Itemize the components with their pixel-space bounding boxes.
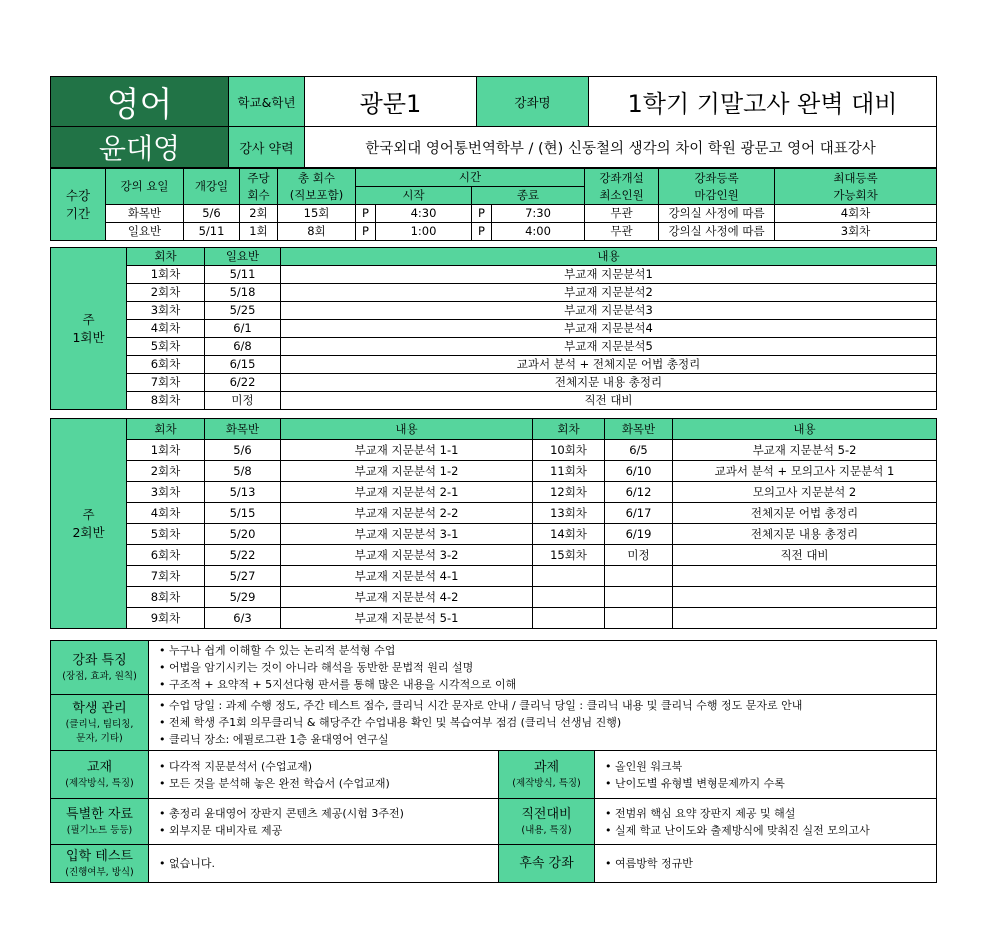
col-date: 일요반 xyxy=(205,248,281,266)
management-subtitle: (클리닉, 팀티칭, 문자, 기타) xyxy=(65,718,134,744)
features-title: 강좌 특징 xyxy=(72,652,127,668)
content-cell: 전체지문 어법 총정리 xyxy=(673,503,937,524)
content-cell: 부교재 지문분석 3-2 xyxy=(281,545,533,566)
table-row xyxy=(51,503,937,524)
content-cell: 교과서 분석 + 모의고사 지문분석 1 xyxy=(673,461,937,482)
session-cell xyxy=(533,587,605,608)
list-item: • 모든 것을 분석해 놓은 완전 학습서 (수업교재) xyxy=(159,775,498,792)
date-cell: 5/15 xyxy=(205,503,281,524)
date-cell: 5/25 xyxy=(205,302,281,320)
session-cell: 3회차 xyxy=(127,302,205,320)
session-cell: 4회차 xyxy=(127,320,205,338)
textbook-title: 교재 xyxy=(86,759,113,775)
session-cell xyxy=(533,608,605,629)
table-row xyxy=(51,392,937,410)
date-cell: 5/6 xyxy=(205,440,281,461)
subject-label: 영어 xyxy=(51,77,229,127)
management-label xyxy=(51,695,149,751)
session-cell: 8회차 xyxy=(127,587,205,608)
date-cell: 5/20 xyxy=(205,524,281,545)
weekly-cell: 1회 xyxy=(240,223,278,241)
time-start-cell: 4:30 xyxy=(376,205,472,223)
features-content xyxy=(149,641,937,695)
entrance-content xyxy=(149,845,499,883)
col-time-end: 종료 xyxy=(472,187,585,205)
list-item: • 누구나 쉽게 이해할 수 있는 논리적 분석형 수업 xyxy=(159,642,936,659)
content-cell: 부교재 지문분석4 xyxy=(281,320,937,338)
content-cell: 부교재 지문분석 2-1 xyxy=(281,482,533,503)
schedule-row xyxy=(51,205,937,223)
col-content: 내용 xyxy=(281,248,937,266)
list-item: • 클리닉 장소: 에필로그관 1층 윤대영어 연구실 xyxy=(159,731,936,748)
col-date: 화목반 xyxy=(205,419,281,440)
content-cell: 부교재 지문분석 4-1 xyxy=(281,566,533,587)
col-weekly: 주당 회수 xyxy=(240,169,278,205)
schedule-side-label: 수강 기간 xyxy=(51,169,106,241)
profile-value: 한국외대 영어통번역학부 / (현) 신동철의 생각의 차이 학원 광문고 영어 대표강사 xyxy=(305,127,937,168)
time-end-cell: 7:30 xyxy=(492,205,585,223)
homework-title: 과제 xyxy=(533,759,560,775)
list-item: • 전범위 핵심 요약 장판지 제공 및 해설 xyxy=(605,805,936,822)
list-item: • 수업 당일 : 과제 수행 정도, 주간 테스트 점수, 클리닉 시간 문자로 안내 / 클리닉 당일 : 클리닉 내용 및 클리닉 수행 정도 문자로 안내 xyxy=(159,697,936,714)
date-cell: 6/12 xyxy=(605,482,673,503)
table-row xyxy=(51,302,937,320)
ampm-cell: P xyxy=(356,223,376,241)
col-session-right: 회차 xyxy=(533,419,605,440)
content-cell: 직전 대비 xyxy=(281,392,937,410)
list-item: • 실제 학교 난이도와 출제방식에 맞춰진 실전 모의고사 xyxy=(605,822,936,839)
special-label xyxy=(51,799,149,845)
list-item: • 없습니다. xyxy=(159,855,498,872)
management-title: 학생 관리 xyxy=(72,700,127,716)
session-cell: 7회차 xyxy=(127,374,205,392)
list-item: • 난이도별 유형별 변형문제까지 수록 xyxy=(605,775,936,792)
max-cell: 4회차 xyxy=(775,205,937,223)
deadline-cell: 강의실 사정에 따름 xyxy=(659,223,775,241)
session-cell: 14회차 xyxy=(533,524,605,545)
session-cell: 9회차 xyxy=(127,608,205,629)
table-row xyxy=(51,374,937,392)
session-cell: 10회차 xyxy=(533,440,605,461)
management-content xyxy=(149,695,937,751)
col-day: 강의 요일 xyxy=(106,169,184,205)
session-cell: 8회차 xyxy=(127,392,205,410)
list-item: • 외부지문 대비자료 제공 xyxy=(159,822,498,839)
col-start: 개강일 xyxy=(184,169,240,205)
entrance-subtitle: (진행여부, 방식) xyxy=(65,866,134,878)
col-deadline: 강좌등록 마감인원 xyxy=(659,169,775,205)
header-table xyxy=(50,76,937,168)
table-row xyxy=(51,587,937,608)
day-cell: 화목반 xyxy=(106,205,184,223)
session-cell: 3회차 xyxy=(127,482,205,503)
school-label: 학교&학년 xyxy=(229,77,305,127)
date-cell: 6/19 xyxy=(605,524,673,545)
date-cell: 5/18 xyxy=(205,284,281,302)
content-cell: 부교재 지문분석5 xyxy=(281,338,937,356)
col-session: 회차 xyxy=(127,419,205,440)
content-cell: 부교재 지문분석 5-2 xyxy=(673,440,937,461)
date-cell: 6/8 xyxy=(205,338,281,356)
session-cell: 1회차 xyxy=(127,440,205,461)
total-cell: 8회 xyxy=(278,223,356,241)
date-cell: 5/22 xyxy=(205,545,281,566)
content-cell: 교과서 분석 + 전체지문 어법 총정리 xyxy=(281,356,937,374)
final-title: 직전대비 xyxy=(521,806,572,822)
col-min: 강좌개설 최소인원 xyxy=(585,169,659,205)
content-cell: 모의고사 지문분석 2 xyxy=(673,482,937,503)
weekly2-side-label: 주 2회반 xyxy=(51,419,127,629)
table-row xyxy=(51,266,937,284)
table-row xyxy=(51,356,937,374)
entrance-title: 입학 테스트 xyxy=(66,848,133,864)
content-cell: 부교재 지문분석3 xyxy=(281,302,937,320)
date-cell: 5/27 xyxy=(205,566,281,587)
date-cell: 6/15 xyxy=(205,356,281,374)
session-cell: 1회차 xyxy=(127,266,205,284)
min-cell: 무관 xyxy=(585,205,659,223)
weekly2-table xyxy=(50,418,937,629)
session-cell: 6회차 xyxy=(127,545,205,566)
list-item: • 총정리 윤대영어 장판지 콘텐츠 제공(시험 3주전) xyxy=(159,805,498,822)
ampm-cell: P xyxy=(472,205,492,223)
col-session: 회차 xyxy=(127,248,205,266)
special-title: 특별한 자료 xyxy=(66,806,133,822)
content-cell: 부교재 지문분석1 xyxy=(281,266,937,284)
date-cell xyxy=(605,587,673,608)
col-time-start: 시작 xyxy=(356,187,472,205)
final-label xyxy=(499,799,595,845)
table-row xyxy=(51,320,937,338)
date-cell: 5/11 xyxy=(205,266,281,284)
content-cell: 직전 대비 xyxy=(673,545,937,566)
date-cell: 미정 xyxy=(205,392,281,410)
session-cell: 11회차 xyxy=(533,461,605,482)
session-cell xyxy=(533,566,605,587)
date-cell: 미정 xyxy=(605,545,673,566)
session-cell: 6회차 xyxy=(127,356,205,374)
content-cell: 부교재 지문분석 4-2 xyxy=(281,587,533,608)
table-row xyxy=(51,566,937,587)
table-row xyxy=(51,440,937,461)
col-time: 시간 xyxy=(356,169,585,187)
session-cell: 2회차 xyxy=(127,284,205,302)
content-cell: 부교재 지문분석 1-2 xyxy=(281,461,533,482)
table-row xyxy=(51,482,937,503)
col-content-right: 내용 xyxy=(673,419,937,440)
homework-label xyxy=(499,751,595,799)
teacher-name: 윤대영 xyxy=(51,127,229,168)
start-cell: 5/6 xyxy=(184,205,240,223)
list-item: • 전체 학생 주1회 의무클리닉 & 해당주간 수업내용 확인 및 복습여부 점검 (클리닉 선생님 진행) xyxy=(159,714,936,731)
table-row xyxy=(51,338,937,356)
textbook-label xyxy=(51,751,149,799)
list-item: • 올인원 워크북 xyxy=(605,758,936,775)
date-cell: 5/13 xyxy=(205,482,281,503)
time-end-cell: 4:00 xyxy=(492,223,585,241)
session-cell: 13회차 xyxy=(533,503,605,524)
date-cell: 6/3 xyxy=(205,608,281,629)
final-content xyxy=(595,799,937,845)
ampm-cell: P xyxy=(356,205,376,223)
table-row xyxy=(51,284,937,302)
textbook-content xyxy=(149,751,499,799)
features-label xyxy=(51,641,149,695)
homework-subtitle: (제작방식, 특징) xyxy=(512,777,581,789)
profile-label: 강사 약력 xyxy=(229,127,305,168)
deadline-cell: 강의실 사정에 따름 xyxy=(659,205,775,223)
content-cell: 전체지문 내용 총정리 xyxy=(281,374,937,392)
table-row xyxy=(51,461,937,482)
day-cell: 일요반 xyxy=(106,223,184,241)
followup-content xyxy=(595,845,937,883)
schedule-table xyxy=(50,168,937,241)
col-content: 내용 xyxy=(281,419,533,440)
col-max: 최대등록 가능회차 xyxy=(775,169,937,205)
special-subtitle: (필기노트 등등) xyxy=(66,824,133,836)
followup-label xyxy=(499,845,595,883)
col-total: 총 회수 (직보포함) xyxy=(278,169,356,205)
list-item: • 구조적 + 요약적 + 5지선다형 판서를 통해 많은 내용을 시각적으로 이해 xyxy=(159,676,936,693)
session-cell: 15회차 xyxy=(533,545,605,566)
session-cell: 4회차 xyxy=(127,503,205,524)
homework-content xyxy=(595,751,937,799)
content-cell xyxy=(673,566,937,587)
content-cell xyxy=(673,608,937,629)
final-subtitle: (내용, 특징) xyxy=(521,824,572,836)
weekly1-table xyxy=(50,247,937,410)
content-cell xyxy=(673,587,937,608)
content-cell: 부교재 지문분석2 xyxy=(281,284,937,302)
date-cell xyxy=(605,566,673,587)
ampm-cell: P xyxy=(472,223,492,241)
content-cell: 부교재 지문분석 2-2 xyxy=(281,503,533,524)
schedule-row xyxy=(51,223,937,241)
session-cell: 2회차 xyxy=(127,461,205,482)
notes-table xyxy=(50,640,937,883)
list-item: • 여름방학 정규반 xyxy=(605,855,936,872)
entrance-label xyxy=(51,845,149,883)
weekly-cell: 2회 xyxy=(240,205,278,223)
content-cell: 부교재 지문분석 3-1 xyxy=(281,524,533,545)
start-cell: 5/11 xyxy=(184,223,240,241)
course-label: 강좌명 xyxy=(477,77,589,127)
session-cell: 5회차 xyxy=(127,338,205,356)
table-row xyxy=(51,524,937,545)
session-cell: 7회차 xyxy=(127,566,205,587)
list-item: • 다각적 지문분석서 (수업교재) xyxy=(159,758,498,775)
date-cell: 6/5 xyxy=(605,440,673,461)
school-value: 광문1 xyxy=(305,77,477,127)
time-start-cell: 1:00 xyxy=(376,223,472,241)
content-cell: 전체지문 내용 총정리 xyxy=(673,524,937,545)
textbook-subtitle: (제작방식, 특징) xyxy=(65,777,134,789)
date-cell xyxy=(605,608,673,629)
total-cell: 15회 xyxy=(278,205,356,223)
table-row xyxy=(51,608,937,629)
date-cell: 5/8 xyxy=(205,461,281,482)
features-subtitle: (장점, 효과, 원칙) xyxy=(62,670,137,682)
session-cell: 5회차 xyxy=(127,524,205,545)
min-cell: 무관 xyxy=(585,223,659,241)
followup-title: 후속 강좌 xyxy=(519,855,574,871)
date-cell: 6/1 xyxy=(205,320,281,338)
content-cell: 부교재 지문분석 5-1 xyxy=(281,608,533,629)
date-cell: 6/22 xyxy=(205,374,281,392)
content-cell: 부교재 지문분석 1-1 xyxy=(281,440,533,461)
course-title: 1학기 기말고사 완벽 대비 xyxy=(589,77,937,127)
special-content xyxy=(149,799,499,845)
max-cell: 3회차 xyxy=(775,223,937,241)
session-cell: 12회차 xyxy=(533,482,605,503)
date-cell: 6/10 xyxy=(605,461,673,482)
col-date-right: 화목반 xyxy=(605,419,673,440)
date-cell: 6/17 xyxy=(605,503,673,524)
date-cell: 5/29 xyxy=(205,587,281,608)
list-item: • 어법을 암기시키는 것이 아니라 해석을 동반한 문법적 원리 설명 xyxy=(159,659,936,676)
table-row xyxy=(51,545,937,566)
weekly1-side-label: 주 1회반 xyxy=(51,248,127,410)
